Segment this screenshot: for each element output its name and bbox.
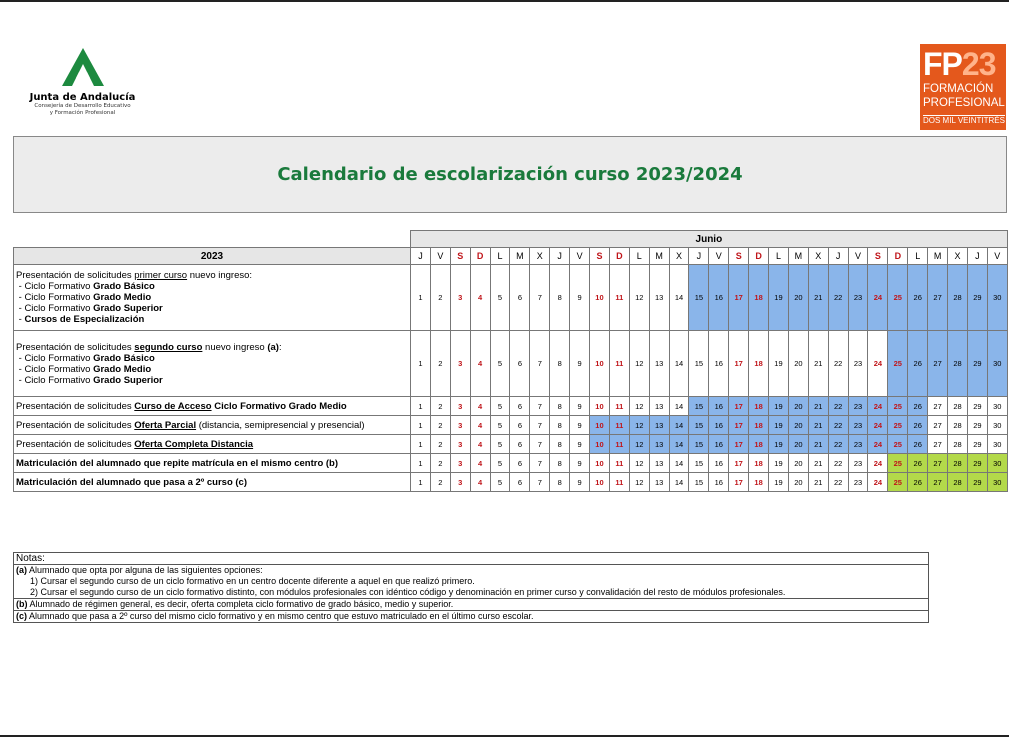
day-cell: 12 — [629, 265, 649, 331]
day-cell: 4 — [470, 265, 490, 331]
top-border — [0, 0, 1009, 2]
day-cell: 6 — [510, 473, 530, 492]
day-cell: 18 — [749, 416, 769, 435]
weekday-header: S — [868, 248, 888, 265]
day-cell: 16 — [709, 265, 729, 331]
day-cell: 26 — [908, 454, 928, 473]
day-cell: 15 — [689, 416, 709, 435]
day-cell: 24 — [868, 397, 888, 416]
row-label: Presentación de solicitudes segundo curso nuevo ingreso (a): - Ciclo Formativo Grado Básico - Ciclo Formativo Grado Medio - Ciclo Formativo Grado Superior — [14, 331, 411, 397]
day-cell: 13 — [649, 265, 669, 331]
day-cell: 27 — [928, 416, 948, 435]
day-cell: 4 — [470, 331, 490, 397]
day-cell: 22 — [828, 331, 848, 397]
day-cell: 26 — [908, 331, 928, 397]
fp23-line3: DOS MIL VEINTITRÉS — [923, 116, 1005, 125]
weekday-header: L — [908, 248, 928, 265]
calendar-row — [14, 473, 1008, 492]
day-cell: 14 — [669, 473, 689, 492]
day-cell: 22 — [828, 473, 848, 492]
calendar-row — [14, 397, 1008, 416]
weekday-header: J — [828, 248, 848, 265]
notes-box — [13, 552, 929, 623]
note-b-text: Alumnado de régimen general, es decir, oferta completa ciclo formativo de grado básico, medio y superior. — [29, 599, 454, 609]
day-cell: 30 — [987, 331, 1007, 397]
day-cell: 8 — [550, 473, 570, 492]
day-cell: 22 — [828, 397, 848, 416]
day-cell: 21 — [808, 416, 828, 435]
weekday-header: L — [490, 248, 510, 265]
day-cell: 28 — [948, 331, 968, 397]
day-cell: 24 — [868, 265, 888, 331]
day-cell: 10 — [590, 265, 610, 331]
day-cell: 18 — [749, 435, 769, 454]
day-cell: 12 — [629, 416, 649, 435]
day-cell: 3 — [450, 454, 470, 473]
weekday-header: D — [609, 248, 629, 265]
day-cell: 9 — [570, 265, 590, 331]
day-cell: 18 — [749, 473, 769, 492]
day-cell: 30 — [987, 397, 1007, 416]
day-cell: 16 — [709, 473, 729, 492]
day-cell: 5 — [490, 331, 510, 397]
weekday-header: M — [510, 248, 530, 265]
weekday-header: M — [649, 248, 669, 265]
day-cell: 14 — [669, 416, 689, 435]
org-subtitle-1: Consejería de Desarrollo Educativo — [34, 103, 131, 109]
day-cell: 23 — [848, 454, 868, 473]
day-cell: 11 — [609, 265, 629, 331]
day-cell: 12 — [629, 435, 649, 454]
day-cell: 18 — [749, 454, 769, 473]
calendar-row — [14, 454, 1008, 473]
day-cell: 27 — [928, 331, 948, 397]
weekday-header: X — [530, 248, 550, 265]
calendar-table — [13, 230, 1008, 492]
day-cell: 13 — [649, 331, 669, 397]
day-cell: 26 — [908, 397, 928, 416]
day-cell: 6 — [510, 331, 530, 397]
day-cell: 6 — [510, 265, 530, 331]
day-cell: 14 — [669, 331, 689, 397]
fp23-text — [923, 82, 1005, 110]
day-cell: 20 — [788, 435, 808, 454]
day-cell: 2 — [430, 416, 450, 435]
day-cell: 27 — [928, 454, 948, 473]
note-b-tag: (b) — [16, 599, 28, 609]
day-cell: 3 — [450, 416, 470, 435]
weekday-header: L — [629, 248, 649, 265]
day-cell: 1 — [411, 435, 431, 454]
day-cell: 18 — [749, 331, 769, 397]
title-banner — [13, 136, 1007, 213]
day-cell: 13 — [649, 473, 669, 492]
day-cell: 9 — [570, 473, 590, 492]
day-cell: 9 — [570, 454, 590, 473]
day-cell: 8 — [550, 416, 570, 435]
day-cell: 24 — [868, 473, 888, 492]
day-cell: 27 — [928, 397, 948, 416]
day-cell: 2 — [430, 265, 450, 331]
calendar-row — [14, 265, 1008, 331]
weekday-header: D — [888, 248, 908, 265]
notes-heading: Notas: — [14, 553, 928, 565]
day-cell: 25 — [888, 416, 908, 435]
day-cell: 1 — [411, 397, 431, 416]
day-cell: 2 — [430, 454, 450, 473]
day-cell: 5 — [490, 265, 510, 331]
weekday-header: D — [470, 248, 490, 265]
org-name: Junta de Andalucía — [29, 92, 136, 103]
day-cell: 14 — [669, 397, 689, 416]
day-cell: 9 — [570, 416, 590, 435]
day-cell: 11 — [609, 435, 629, 454]
day-cell: 26 — [908, 473, 928, 492]
fp23-line1: FORMACIÓN — [923, 83, 994, 95]
note-c — [14, 611, 928, 622]
day-cell: 17 — [729, 473, 749, 492]
day-cell: 19 — [769, 454, 789, 473]
day-cell: 1 — [411, 454, 431, 473]
day-cell: 1 — [411, 473, 431, 492]
day-cell: 21 — [808, 331, 828, 397]
day-cell: 10 — [590, 473, 610, 492]
day-cell: 17 — [729, 435, 749, 454]
day-cell: 3 — [450, 265, 470, 331]
weekday-header: V — [709, 248, 729, 265]
fp23-fp: FP — [923, 46, 962, 82]
day-cell: 16 — [709, 454, 729, 473]
bottom-border — [0, 735, 1009, 737]
day-cell: 22 — [828, 265, 848, 331]
day-cell: 19 — [769, 435, 789, 454]
header-blank — [14, 231, 411, 248]
day-cell: 29 — [967, 416, 987, 435]
day-cell: 22 — [828, 435, 848, 454]
page-title: Calendario de escolarización curso 2023/2024 — [277, 164, 743, 185]
day-cell: 30 — [987, 473, 1007, 492]
day-cell: 30 — [987, 435, 1007, 454]
day-cell: 25 — [888, 473, 908, 492]
day-cell: 14 — [669, 265, 689, 331]
weekday-header: S — [450, 248, 470, 265]
year-header: 2023 — [14, 248, 411, 265]
day-cell: 5 — [490, 416, 510, 435]
day-cell: 14 — [669, 435, 689, 454]
day-cell: 6 — [510, 454, 530, 473]
day-cell: 18 — [749, 265, 769, 331]
day-cell: 5 — [490, 435, 510, 454]
calendar-row — [14, 331, 1008, 397]
day-cell: 17 — [729, 265, 749, 331]
day-cell: 24 — [868, 435, 888, 454]
day-cell: 11 — [609, 397, 629, 416]
weekday-header: X — [948, 248, 968, 265]
day-cell: 13 — [649, 416, 669, 435]
weekday-header: S — [729, 248, 749, 265]
day-cell: 24 — [868, 454, 888, 473]
weekday-header: M — [788, 248, 808, 265]
fp23-logo — [920, 44, 1006, 130]
day-cell: 18 — [749, 397, 769, 416]
day-cell: 7 — [530, 435, 550, 454]
day-cell: 23 — [848, 265, 868, 331]
day-cell: 12 — [629, 397, 649, 416]
day-cell: 12 — [629, 331, 649, 397]
day-cell: 28 — [948, 454, 968, 473]
row-label: Matriculación del alumnado que repite matrícula en el mismo centro (b) — [14, 454, 411, 473]
day-cell: 21 — [808, 397, 828, 416]
day-cell: 29 — [967, 331, 987, 397]
month-header: Junio — [411, 231, 1008, 248]
day-cell: 17 — [729, 454, 749, 473]
day-cell: 23 — [848, 416, 868, 435]
weekday-header: L — [769, 248, 789, 265]
weekday-header: X — [808, 248, 828, 265]
day-cell: 11 — [609, 454, 629, 473]
day-cell: 13 — [649, 435, 669, 454]
day-cell: 16 — [709, 331, 729, 397]
day-cell: 6 — [510, 416, 530, 435]
day-cell: 19 — [769, 331, 789, 397]
day-cell: 23 — [848, 473, 868, 492]
day-cell: 17 — [729, 416, 749, 435]
day-cell: 19 — [769, 473, 789, 492]
day-cell: 20 — [788, 265, 808, 331]
day-cell: 20 — [788, 473, 808, 492]
note-a — [14, 565, 928, 576]
day-cell: 3 — [450, 435, 470, 454]
day-cell: 15 — [689, 397, 709, 416]
weekday-header: J — [689, 248, 709, 265]
day-cell: 17 — [729, 397, 749, 416]
day-cell: 4 — [470, 397, 490, 416]
day-cell: 1 — [411, 265, 431, 331]
day-cell: 30 — [987, 265, 1007, 331]
day-cell: 19 — [769, 265, 789, 331]
day-cell: 2 — [430, 435, 450, 454]
day-cell: 2 — [430, 397, 450, 416]
day-cell: 12 — [629, 473, 649, 492]
day-cell: 24 — [868, 331, 888, 397]
fp23-number: 23 — [961, 46, 996, 82]
day-cell: 28 — [948, 397, 968, 416]
day-cell: 5 — [490, 454, 510, 473]
day-cell: 4 — [470, 454, 490, 473]
day-cell: 1 — [411, 331, 431, 397]
day-cell: 7 — [530, 416, 550, 435]
fp23-line2: PROFESIONAL — [923, 97, 1005, 109]
row-label: Presentación de solicitudes Oferta Parcial (distancia, semipresencial y presencial) — [14, 416, 411, 435]
day-cell: 5 — [490, 473, 510, 492]
day-cell: 17 — [729, 331, 749, 397]
day-cell: 6 — [510, 435, 530, 454]
junta-andalucia-logo — [20, 46, 145, 126]
day-cell: 7 — [530, 473, 550, 492]
weekday-header: D — [749, 248, 769, 265]
day-cell: 4 — [470, 435, 490, 454]
day-cell: 22 — [828, 454, 848, 473]
day-cell: 29 — [967, 397, 987, 416]
day-cell: 29 — [967, 454, 987, 473]
day-cell: 23 — [848, 331, 868, 397]
day-cell: 2 — [430, 473, 450, 492]
day-cell: 13 — [649, 397, 669, 416]
day-cell: 8 — [550, 435, 570, 454]
day-cell: 21 — [808, 265, 828, 331]
day-cell: 7 — [530, 454, 550, 473]
day-cell: 8 — [550, 454, 570, 473]
weekday-header: M — [928, 248, 948, 265]
day-cell: 8 — [550, 331, 570, 397]
day-cell: 5 — [490, 397, 510, 416]
calendar-row — [14, 416, 1008, 435]
day-cell: 7 — [530, 397, 550, 416]
day-cell: 25 — [888, 454, 908, 473]
day-cell: 20 — [788, 416, 808, 435]
day-cell: 2 — [430, 331, 450, 397]
weekday-header: V — [987, 248, 1007, 265]
day-cell: 25 — [888, 331, 908, 397]
day-cell: 11 — [609, 416, 629, 435]
day-cell: 4 — [470, 416, 490, 435]
day-cell: 21 — [808, 435, 828, 454]
day-cell: 1 — [411, 416, 431, 435]
org-subtitle-2: y Formación Profesional — [49, 110, 116, 116]
note-b — [14, 599, 928, 611]
note-a2: 2) Cursar el segundo curso de un ciclo formativo distinto, con módulos profesionales con idéntico código y denominación en primer curso y convalidación del resto de módulos profesionales. — [14, 587, 928, 599]
day-cell: 15 — [689, 454, 709, 473]
day-cell: 25 — [888, 265, 908, 331]
day-cell: 22 — [828, 416, 848, 435]
day-cell: 27 — [928, 435, 948, 454]
day-cell: 9 — [570, 397, 590, 416]
day-cell: 3 — [450, 397, 470, 416]
weekday-header: S — [590, 248, 610, 265]
day-cell: 11 — [609, 331, 629, 397]
day-cell: 27 — [928, 473, 948, 492]
weekday-header: V — [430, 248, 450, 265]
day-cell: 12 — [629, 454, 649, 473]
day-cell: 20 — [788, 454, 808, 473]
day-cell: 23 — [848, 435, 868, 454]
day-cell: 27 — [928, 265, 948, 331]
day-cell: 21 — [808, 473, 828, 492]
day-cell: 8 — [550, 265, 570, 331]
day-cell: 16 — [709, 435, 729, 454]
day-cell: 15 — [689, 331, 709, 397]
day-cell: 10 — [590, 397, 610, 416]
day-cell: 23 — [848, 397, 868, 416]
note-a-text: Alumnado que opta por alguna de las siguientes opciones: — [29, 565, 263, 575]
row-label: Matriculación del alumnado que pasa a 2º curso (c) — [14, 473, 411, 492]
day-cell: 30 — [987, 416, 1007, 435]
weekday-header: J — [550, 248, 570, 265]
weekday-header: J — [967, 248, 987, 265]
day-cell: 8 — [550, 397, 570, 416]
note-a-tag: (a) — [16, 565, 27, 575]
day-cell: 13 — [649, 454, 669, 473]
day-cell: 25 — [888, 435, 908, 454]
day-cell: 26 — [908, 435, 928, 454]
day-cell: 3 — [450, 473, 470, 492]
day-cell: 15 — [689, 265, 709, 331]
day-cell: 9 — [570, 331, 590, 397]
day-cell: 28 — [948, 265, 968, 331]
day-cell: 7 — [530, 265, 550, 331]
note-c-tag: (c) — [16, 611, 27, 621]
day-cell: 29 — [967, 265, 987, 331]
day-cell: 10 — [590, 416, 610, 435]
day-cell: 14 — [669, 454, 689, 473]
day-cell: 19 — [769, 416, 789, 435]
calendar-row — [14, 435, 1008, 454]
day-cell: 15 — [689, 473, 709, 492]
fp23-mark — [923, 46, 995, 82]
day-cell: 28 — [948, 416, 968, 435]
day-cell: 28 — [948, 435, 968, 454]
day-cell: 19 — [769, 397, 789, 416]
day-cell: 4 — [470, 473, 490, 492]
weekday-header: J — [411, 248, 431, 265]
day-cell: 16 — [709, 397, 729, 416]
weekday-header: V — [570, 248, 590, 265]
note-c-text: Alumnado que pasa a 2º curso del mismo ciclo formativo y en mismo centro que estuvo matriculado en el último curso escolar. — [29, 611, 534, 621]
day-cell: 15 — [689, 435, 709, 454]
weekday-header: V — [848, 248, 868, 265]
day-cell: 3 — [450, 331, 470, 397]
day-cell: 21 — [808, 454, 828, 473]
day-cell: 20 — [788, 397, 808, 416]
day-cell: 11 — [609, 473, 629, 492]
day-cell: 6 — [510, 397, 530, 416]
weekday-header: X — [669, 248, 689, 265]
day-cell: 9 — [570, 435, 590, 454]
day-cell: 25 — [888, 397, 908, 416]
day-cell: 26 — [908, 416, 928, 435]
day-cell: 10 — [590, 454, 610, 473]
day-cell: 10 — [590, 435, 610, 454]
day-cell: 29 — [967, 473, 987, 492]
row-label: Presentación de solicitudes primer curso nuevo ingreso: - Ciclo Formativo Grado Básico - Ciclo Formativo Grado Medio - Ciclo Formativo Grado Superior - Cursos de Especialización — [14, 265, 411, 331]
day-cell: 16 — [709, 416, 729, 435]
row-label: Presentación de solicitudes Curso de Acceso Ciclo Formativo Grado Medio — [14, 397, 411, 416]
day-cell: 29 — [967, 435, 987, 454]
day-cell: 26 — [908, 265, 928, 331]
day-cell: 30 — [987, 454, 1007, 473]
junta-andalucia-emblem-icon — [60, 46, 106, 88]
day-cell: 24 — [868, 416, 888, 435]
day-cell: 28 — [948, 473, 968, 492]
note-a1: 1) Cursar el segundo curso de un ciclo formativo en un centro docente diferente a aquel en que realizó primero. — [30, 576, 475, 586]
day-cell: 10 — [590, 331, 610, 397]
day-cell: 7 — [530, 331, 550, 397]
day-cell: 20 — [788, 331, 808, 397]
row-label: Presentación de solicitudes Oferta Completa Distancia — [14, 435, 411, 454]
